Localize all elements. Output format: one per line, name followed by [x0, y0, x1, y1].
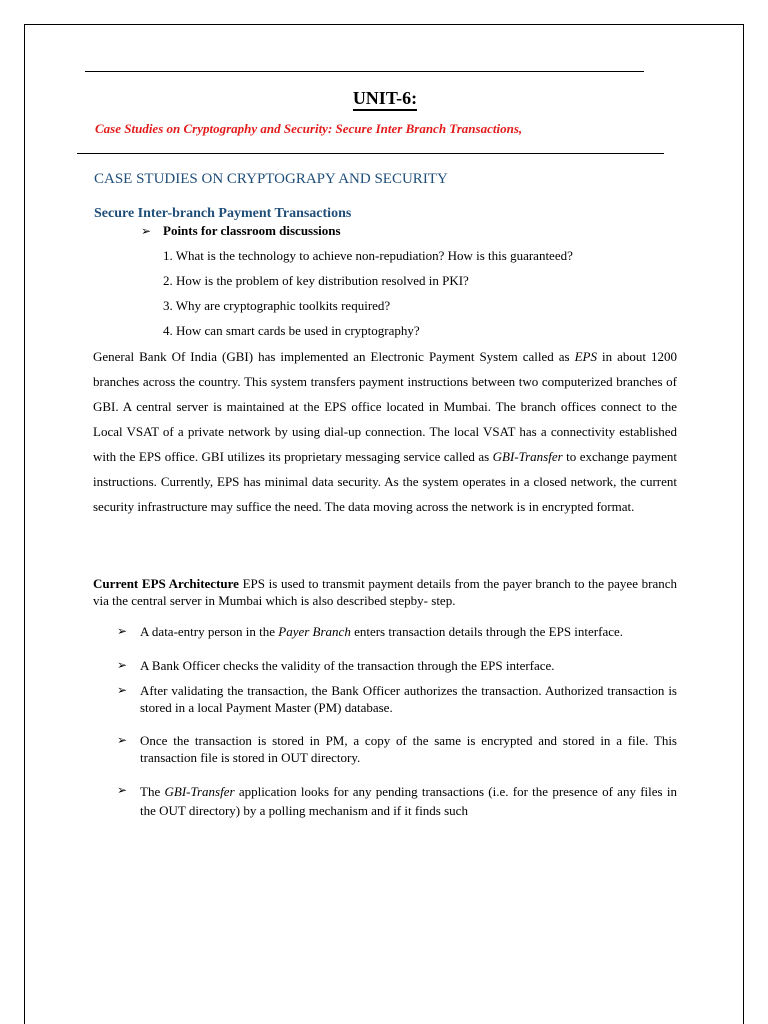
step-item: ➢ A Bank Officer checks the validity of the transaction through the EPS interface.: [117, 658, 555, 673]
question-item: 1. What is the technology to achieve non-repudiation? How is this guaranteed?: [163, 248, 573, 263]
step-item: ➢ Once the transaction is stored in PM, a copy of the same is encrypted and stored in a file. This transaction file is stored in OUT directory.: [117, 733, 677, 765]
arrow-bullet-icon: ➢: [141, 224, 152, 238]
subtitle-rule: [77, 153, 664, 154]
step-item: ➢ A data-entry person in the Payer Branch enters transaction details through the EPS interface.: [117, 624, 624, 639]
step-item: ➢ After validating the transaction, the Bank Officer authorizes the transaction. Authorized transaction is stored in a local Payment Master (PM) database.: [117, 683, 677, 715]
arrow-bullet-icon: ➢: [117, 658, 128, 672]
top-rule: [85, 71, 644, 72]
section-heading: CASE STUDIES ON CRYPTOGRAPY AND SECURITY: [94, 171, 448, 187]
sub-heading: Secure Inter-branch Payment Transactions: [94, 206, 352, 221]
step-item: ➢ The GBI-Transfer application looks for any pending transactions (i.e. for the presence of any files in the OUT directory) by a polling mechanism and if it finds such: [117, 783, 677, 818]
arrow-bullet-icon: ➢: [117, 683, 128, 697]
arrow-bullet-icon: ➢: [117, 733, 128, 747]
unit-subtitle: Case Studies on Cryptography and Security: Secure Inter Branch Transactions,: [95, 121, 523, 136]
unit-title: UNIT-6:: [25, 88, 745, 109]
question-item: 3. Why are cryptographic toolkits required?: [163, 298, 391, 313]
architecture-paragraph: Current EPS Architecture EPS is used to transmit payment details from the payer branch to the payee branch via the central server in Mumbai which is also described stepby- step.: [93, 576, 677, 608]
question-item: 4. How can smart cards be used in cryptography?: [163, 323, 420, 338]
points-heading: ➢ Points for classroom discussions: [141, 223, 341, 238]
arrow-bullet-icon: ➢: [117, 783, 128, 797]
arrow-bullet-icon: ➢: [117, 624, 128, 638]
document-page: [24, 24, 744, 1024]
intro-paragraph: General Bank Of India (GBI) has implemented an Electronic Payment System called as EPS in about 1200 branches across the country. This system transfers payment instructions between two computerized branches of GBI. A central server is maintained at the EPS office located in Mumbai. The branch offices connect to the Local VSAT of a private network by using dial-up connection. The local VSAT has a connectivity established with the EPS office. GBI utilizes its proprietary messaging service called as GBI-Transfer to exchange payment instructions. Currently, EPS has minimal data security. As the system operates in a closed network, the current security infrastructure may suffice the need. The data moving across the network is in encrypted format.: [93, 349, 677, 514]
question-item: 2. How is the problem of key distribution resolved in PKI?: [163, 273, 469, 288]
